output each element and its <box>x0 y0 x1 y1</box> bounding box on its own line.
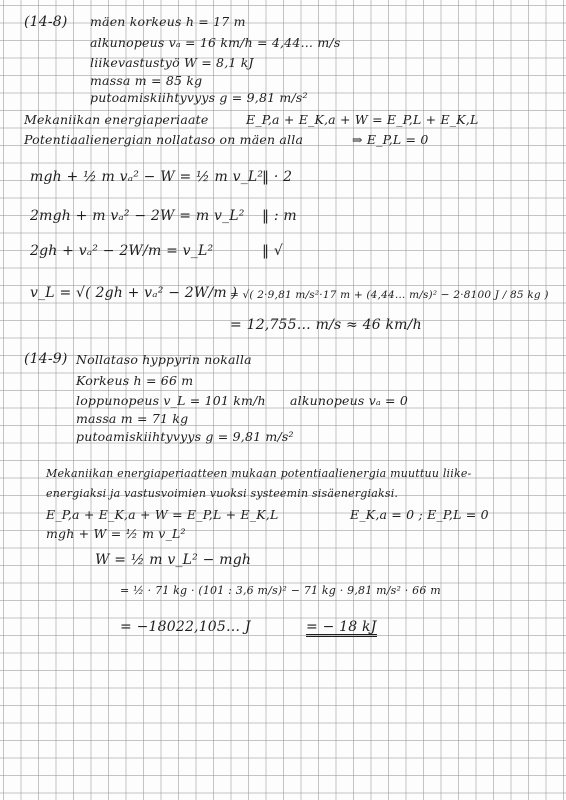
given-initial-speed-zero: alkunopeus vₐ = 0 <box>290 393 409 408</box>
given-jumper-mass: massa m = 71 kg <box>76 411 189 426</box>
work-step-3: = ½ · 71 kg · (101 : 3,6 m/s)² − 71 kg · 9,81 m/s² · 66 m <box>120 584 441 597</box>
given-height: mäen korkeus h = 17 m <box>90 14 246 29</box>
energy-conditions: E_K,a = 0 ; E_P,L = 0 <box>350 507 489 522</box>
given-ramp-height: Korkeus h = 66 m <box>76 373 194 388</box>
solution-substitution: = √( 2·9,81 m/s²·17 m + (4,44… m/s)² − 2·8100 J / 85 kg ) <box>230 289 549 301</box>
work-result-rounded: = − 18 kJ <box>306 619 377 635</box>
given-initial-speed: alkunopeus vₐ = 16 km/h = 4,44… m/s <box>90 35 341 50</box>
energy-principle-label: Mekaniikan energiaperiaate <box>24 112 209 127</box>
explanation-line-2: energiaksi ja vastusvoimien vuoksi systeemin sisäenergiaksi. <box>46 487 399 500</box>
zero-level-ramp: Nollataso hyppyrin nokalla <box>76 352 252 367</box>
energy-principle-equation: E_P,a + E_K,a + W = E_P,L + E_K,L <box>246 112 479 127</box>
given-gravity: putoamiskiihtyvyys g = 9,81 m/s² <box>90 90 308 105</box>
solution-formula: v_L = √( 2gh + vₐ² − 2W/m ) <box>30 285 238 301</box>
given-resistance-work: liikevastustyö W = 8,1 kJ <box>90 55 254 70</box>
explanation-line-1: Mekaniikan energiaperiaatteen mukaan potentiaalienergia muuttuu liike- <box>46 467 472 480</box>
work-step-1: mgh + W = ½ m v_L² <box>46 526 186 541</box>
step-operation-3: ‖ √ <box>262 243 283 259</box>
problem-label-14-9: (14-9) <box>24 351 68 367</box>
given-final-speed: loppunopeus v_L = 101 km/h <box>76 393 266 408</box>
zero-level-statement: Potentiaalienergian nollataso on mäen alla <box>24 132 304 147</box>
step-equation-3: 2gh + vₐ² − 2W/m = v_L² <box>30 243 214 259</box>
step-operation-1: ‖ · 2 <box>262 169 293 185</box>
step-equation-1: mgh + ½ m vₐ² − W = ½ m v_L² <box>30 169 264 185</box>
energy-equation: E_P,a + E_K,a + W = E_P,L + E_K,L <box>46 507 279 522</box>
given-mass: massa m = 85 kg <box>90 73 203 88</box>
solution-result: = 12,755… m/s ≈ 46 km/h <box>230 317 422 333</box>
problem-label-14-8: (14-8) <box>24 14 68 30</box>
zero-level-result: ⇒ E_P,L = 0 <box>352 132 429 147</box>
work-step-2: W = ½ m v_L² − mgh <box>95 552 252 568</box>
step-operation-2: ‖ : m <box>262 208 297 224</box>
step-equation-2: 2mgh + m vₐ² − 2W = m v_L² <box>30 208 245 224</box>
given-gravity-2: putoamiskiihtyvyys g = 9,81 m/s² <box>76 429 294 444</box>
work-result-exact: = −18022,105… J <box>120 619 251 635</box>
